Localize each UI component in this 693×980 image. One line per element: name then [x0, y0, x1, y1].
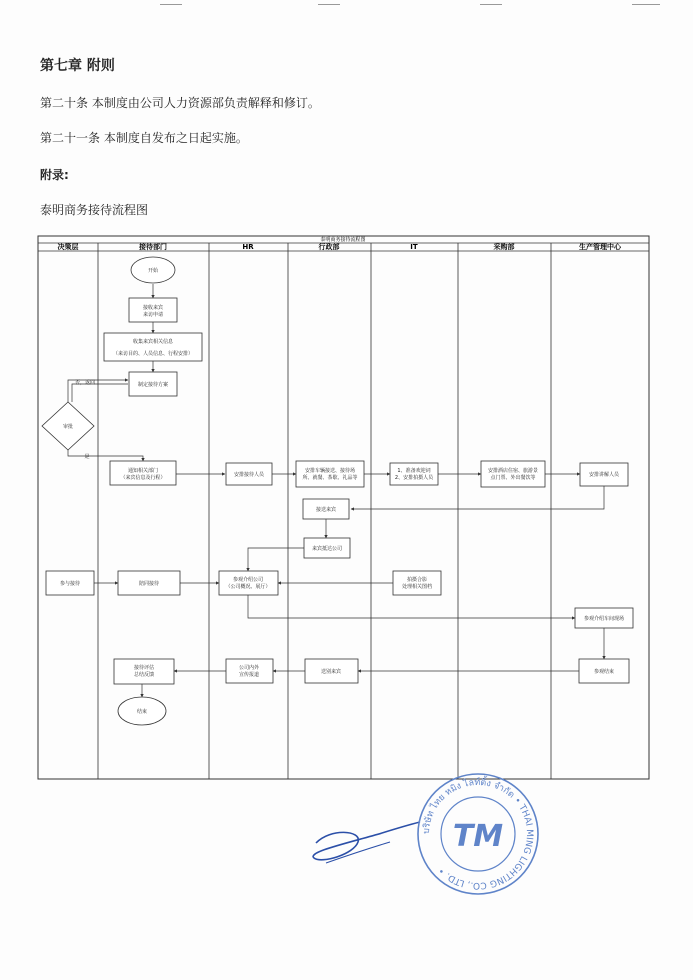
- hr-arrange-label: 安排接待人员: [233, 472, 265, 478]
- flowchart-caption: 泰明商务接待流程图: [40, 203, 149, 217]
- accompany-label: 陪同接待: [138, 581, 160, 587]
- pickup-label: 接送来宾: [315, 507, 337, 513]
- flowchart-title: 泰明商务接待流程图: [320, 237, 366, 243]
- notify-label-2: （来宾信息及行程）: [120, 475, 166, 481]
- signature: [313, 822, 420, 860]
- workshop-label: 参观介绍车间现场: [583, 616, 625, 622]
- no-return-label: 否，返回: [74, 380, 96, 386]
- decision-join-label: 参与接待: [59, 581, 81, 587]
- photo-label-2: 处理相关图档: [401, 584, 433, 590]
- publicity-box: [226, 659, 273, 683]
- publicity-label-2: 宣传报道: [238, 672, 260, 678]
- receive-label-1: 接收来宾: [142, 305, 164, 311]
- collect-label-2: （来访目的、人员信息、行程安排）: [112, 351, 194, 357]
- lane-header-decision: 决策层: [57, 243, 79, 251]
- send-off-label: 送别来宾: [320, 669, 342, 675]
- appendix-label: 附录:: [40, 168, 69, 182]
- lane-header-it: IT: [410, 243, 418, 251]
- stamp-center-text: TM: [452, 819, 504, 854]
- stamp-ring-text: บริษัท ไทย หมิง ไลท์ติ้ง จำกัด • THAI MING LIGHTING CO., LTD. •: [421, 777, 535, 891]
- it-arrange-label-2: 2、安排拍摄人员: [394, 475, 434, 481]
- admin-arrange-logistics-box: [296, 461, 364, 487]
- chapter-title: 第七章 附则: [40, 58, 115, 74]
- it-arrange-label-1: 1、准备欢迎词: [397, 468, 431, 474]
- notify-label-1: 通知相关部门: [127, 468, 159, 474]
- it-arrange-box: [390, 463, 438, 485]
- purchase-arrange-box: [481, 461, 545, 487]
- admin-arrange-label-2: 所、就餐、茶歇、礼品等: [302, 475, 358, 481]
- visit-end-label: 参观结束: [593, 669, 615, 675]
- lane-header-admin: 行政部: [318, 243, 340, 251]
- evaluate-label-1: 接待评估: [133, 665, 155, 671]
- yes-label: 是: [84, 454, 90, 460]
- admin-arrange-label-1: 安排车辆接送、接待场: [304, 468, 356, 474]
- lane-header-production: 生产管理中心: [579, 243, 621, 251]
- evaluate-label-2: 总结反馈: [133, 672, 155, 678]
- intro-label-2: （公司概况、展厅）: [225, 584, 271, 590]
- review-label: 审批: [62, 424, 74, 430]
- company-intro-box: [219, 571, 278, 595]
- purchase-arrange-label-2: 点门票、外出餐饮等: [490, 475, 536, 481]
- end-label: 结束: [136, 709, 148, 715]
- receive-label-2: 来访申请: [142, 312, 164, 318]
- publicity-label-1: 公司内外: [238, 665, 260, 671]
- lane-header-hr: HR: [242, 243, 254, 251]
- photo-box: [393, 571, 441, 595]
- plan-label: 制定接待方案: [137, 382, 169, 388]
- start-label: 开始: [147, 268, 159, 274]
- purchase-arrange-label-1: 安排酒店住宿、旅游景: [487, 468, 539, 474]
- production-arrange-label: 安排讲解人员: [588, 472, 620, 478]
- photo-label-1: 拍摄合影: [406, 577, 428, 583]
- article-21: 第二十一条 本制度自发布之日起实施。: [40, 131, 248, 145]
- arrive-label: 来宾抵达公司: [311, 546, 343, 552]
- intro-label-1: 参观介绍公司: [232, 577, 264, 583]
- article-20: 第二十条 本制度由公司人力资源部负责解释和修订。: [40, 96, 320, 110]
- lane-header-purchasing: 采购部: [493, 243, 515, 251]
- lane-header-reception: 接待部门: [139, 243, 167, 251]
- collect-label-1: 收集来宾相关信息: [132, 339, 174, 345]
